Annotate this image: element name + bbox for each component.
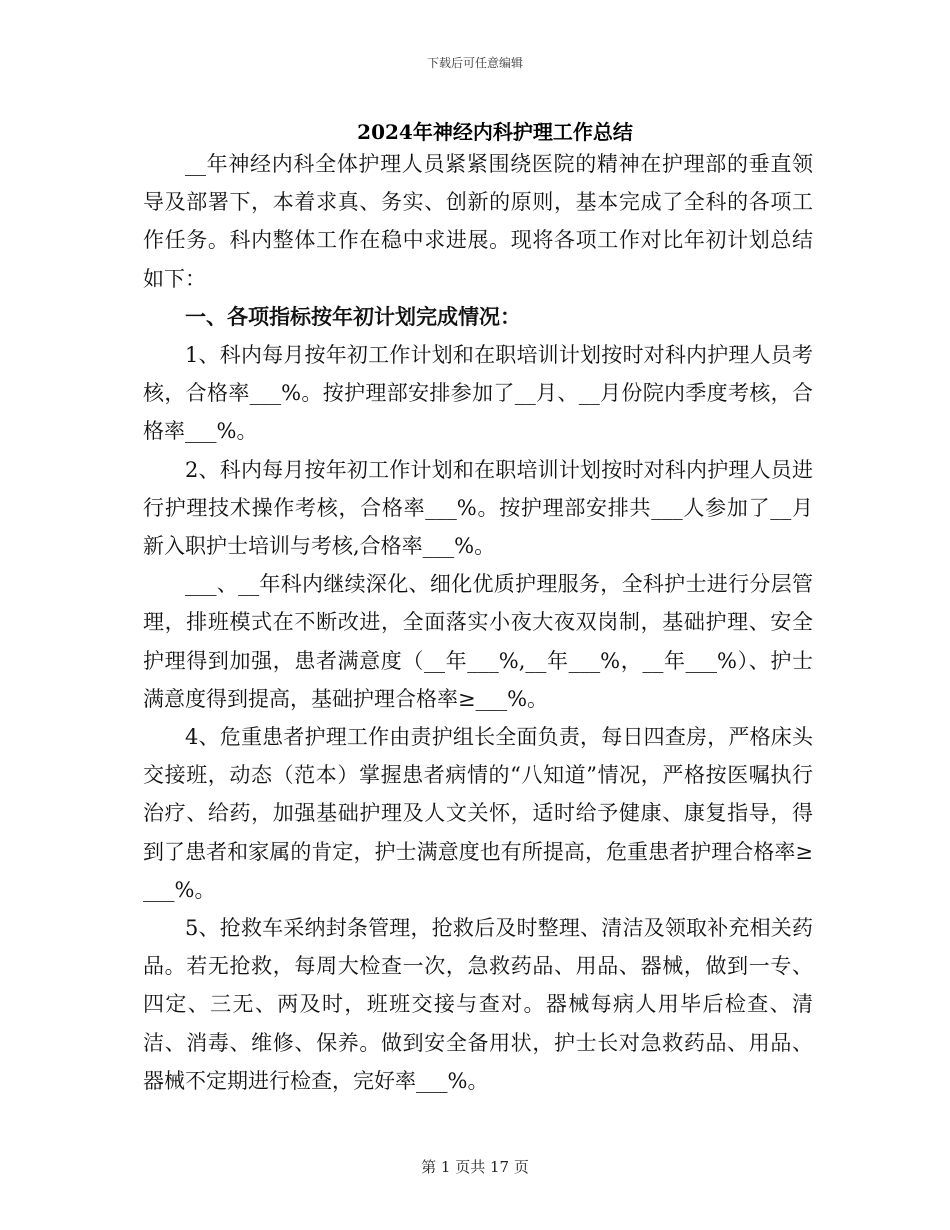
- header-note: 下载后可任意编辑: [426, 56, 523, 70]
- document-title: 2024年神经内科护理工作总结: [357, 120, 633, 144]
- item-paragraph-4: 4、危重患者护理工作由责护组长全面负责，每日四查房，严格床头交接班，动态（范本）掌握患者病情的“八知道”情况，严格按医嘱执行治疗、给药，加强基础护理及人文关怀，适时给予健康、康复指导，得到了患者和家属的肯定，护士满意度也有所提高，危重患者护理合格率≥___%。: [143, 725, 813, 902]
- document-body: [143, 145, 813, 1100]
- item-paragraph-3: ___、__年科内继续深化、细化优质护理服务，全科护士进行分层管理，排班模式在不断改进，全面落实小夜大夜双岗制，基础护理、安全护理得到加强，患者满意度（__年___%,__年___%，__年___%）、护士满意度得到提高，基础护理合格率≥___%。: [143, 572, 813, 711]
- intro-paragraph: __年神经内科全体护理人员紧紧围绕医院的精神在护理部的垂直领导及部署下，本着求真、务实、创新的原则，基本完成了全科的各项工作任务。科内整体工作在稳中求进展。现将各项工作对比年初计划总结如下：: [143, 152, 813, 291]
- item-paragraph-1: 1、科内每月按年初工作计划和在职培训计划按时对科内护理人员考核，合格率___%。按护理部安排参加了__月、__月份院内季度考核，合格率___%。: [143, 343, 813, 444]
- item-paragraph-5: 5、抢救车采纳封条管理，抢救后及时整理、清洁及领取补充相关药品。若无抢救，每周大检查一次，急救药品、用品、器械，做到一专、四定、三无、两及时，班班交接与查对。器械每病人用毕后检查、清洁、消毒、维修、保养。做到安全备用状，护士长对急救药品、用品、器械不定期进行检查，完好率___%。: [143, 916, 813, 1093]
- section-heading: 一、各项指标按年初计划完成情况：: [185, 303, 521, 329]
- page-number-footer: 第 1 页共 17 页: [421, 1158, 529, 1176]
- item-paragraph-2: 2、科内每月按年初工作计划和在职培训计划按时对科内护理人员进行护理技术操作考核，合格率___%。按护理部安排共___人参加了__月新入职护士培训与考核,合格率___%。: [143, 457, 813, 559]
